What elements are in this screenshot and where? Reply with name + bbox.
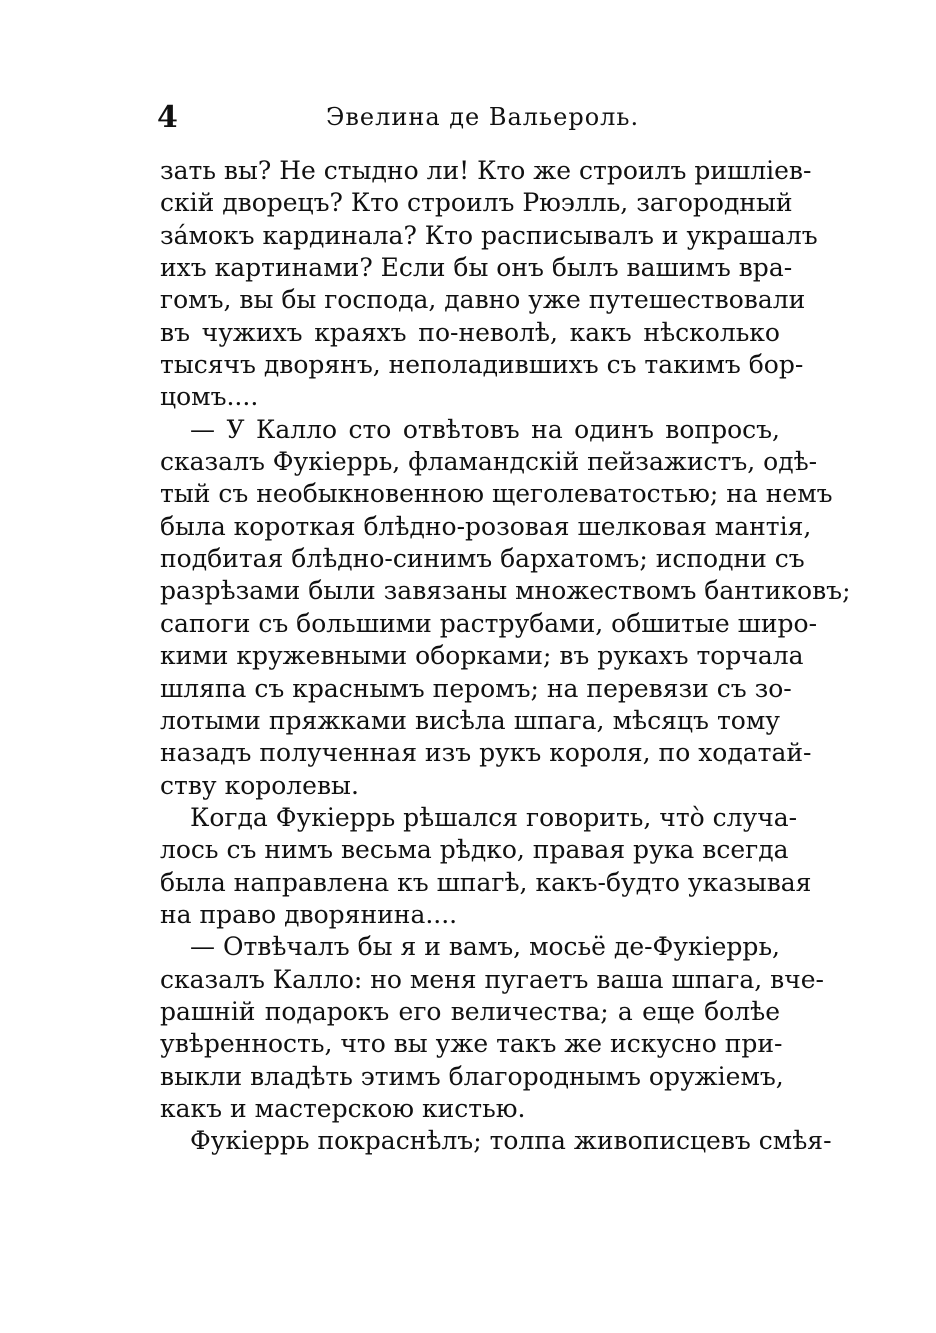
text-line: назадъ полученная изъ рукъ короля, по ходатай-: [160, 738, 812, 768]
text-line: рашній подарокъ его величества; а еще болѣе: [160, 996, 780, 1026]
text-line: въ чужихъ краяхъ по-неволѣ, какъ нѣсколько: [160, 317, 780, 347]
running-head: Эвелина де Вальероль.: [326, 103, 640, 131]
text-line: гомъ, вы бы господа, давно уже путешествовали: [160, 285, 806, 315]
text-line: лось съ нимъ весьма рѣдко, правая рука всегда: [160, 835, 789, 865]
body-text: [160, 155, 851, 1158]
text-line: разрѣзами были завязаны множествомъ бантиковъ;: [160, 576, 851, 606]
text-line: ству королевы.: [160, 770, 359, 800]
text-line: на право дворянина....: [160, 899, 458, 929]
text-line: сказалъ Фукіеррь, фламандскій пейзажистъ, одѣ-: [160, 447, 818, 477]
text-line: сапоги съ большими раструбами, обшитые широ-: [160, 608, 818, 638]
text-line: была направлена къ шпагѣ, какъ-будто указывая: [160, 867, 812, 897]
text-line: Когда Фукіеррь рѣшался говорить, что̀ случа-: [190, 802, 798, 832]
text-line: была короткая блѣдно-розовая шелковая мантія,: [160, 511, 812, 541]
text-line: подбитая блѣдно-синимъ бархатомъ; исподни съ: [160, 544, 805, 574]
text-line: какъ и мастерскою кистью.: [160, 1093, 526, 1123]
text-line: цомъ....: [160, 382, 259, 412]
text-line: выкли владѣть этимъ благороднымъ оружіемъ,: [160, 1061, 784, 1091]
text-line: шляпа съ краснымъ перомъ; на перевязи съ зо-: [160, 673, 792, 703]
text-line: сказалъ Калло: но меня пугаетъ ваша шпага, вче-: [160, 964, 825, 994]
text-line: зáмокъ кардинала? Кто расписывалъ и украшалъ: [160, 220, 818, 250]
text-line: ихъ картинами? Если бы онъ былъ вашимъ вра-: [160, 253, 793, 283]
text-line: тый съ необыкновенною щеголеватостью; на немъ: [160, 479, 833, 509]
text-line: кими кружевными оборками; въ рукахъ торчала: [160, 641, 804, 671]
text-line: увѣренность, что вы уже такъ же искусно при-: [160, 1029, 783, 1059]
text-line: зать вы? Не стыдно ли! Кто же строилъ ришліев-: [160, 156, 812, 185]
text-line: скій дворецъ? Кто строилъ Рюэлль, загородный: [160, 188, 793, 218]
text-line: — Отвѣчалъ бы я и вамъ, мосьё де-Фукіеррь,: [190, 932, 780, 962]
page-number: 4: [157, 100, 178, 135]
text-line: — У Калло сто отвѣтовъ на одинъ вопросъ,: [190, 414, 780, 444]
text-line: лотыми пряжками висѣла шпага, мѣсяцъ тому: [160, 705, 780, 735]
text-line: тысячъ дворянъ, неполадившихъ съ такимъ бор-: [160, 350, 804, 380]
text-line: Фукіеррь покраснѣлъ; толпа живописцевъ смѣя-: [190, 1126, 832, 1156]
